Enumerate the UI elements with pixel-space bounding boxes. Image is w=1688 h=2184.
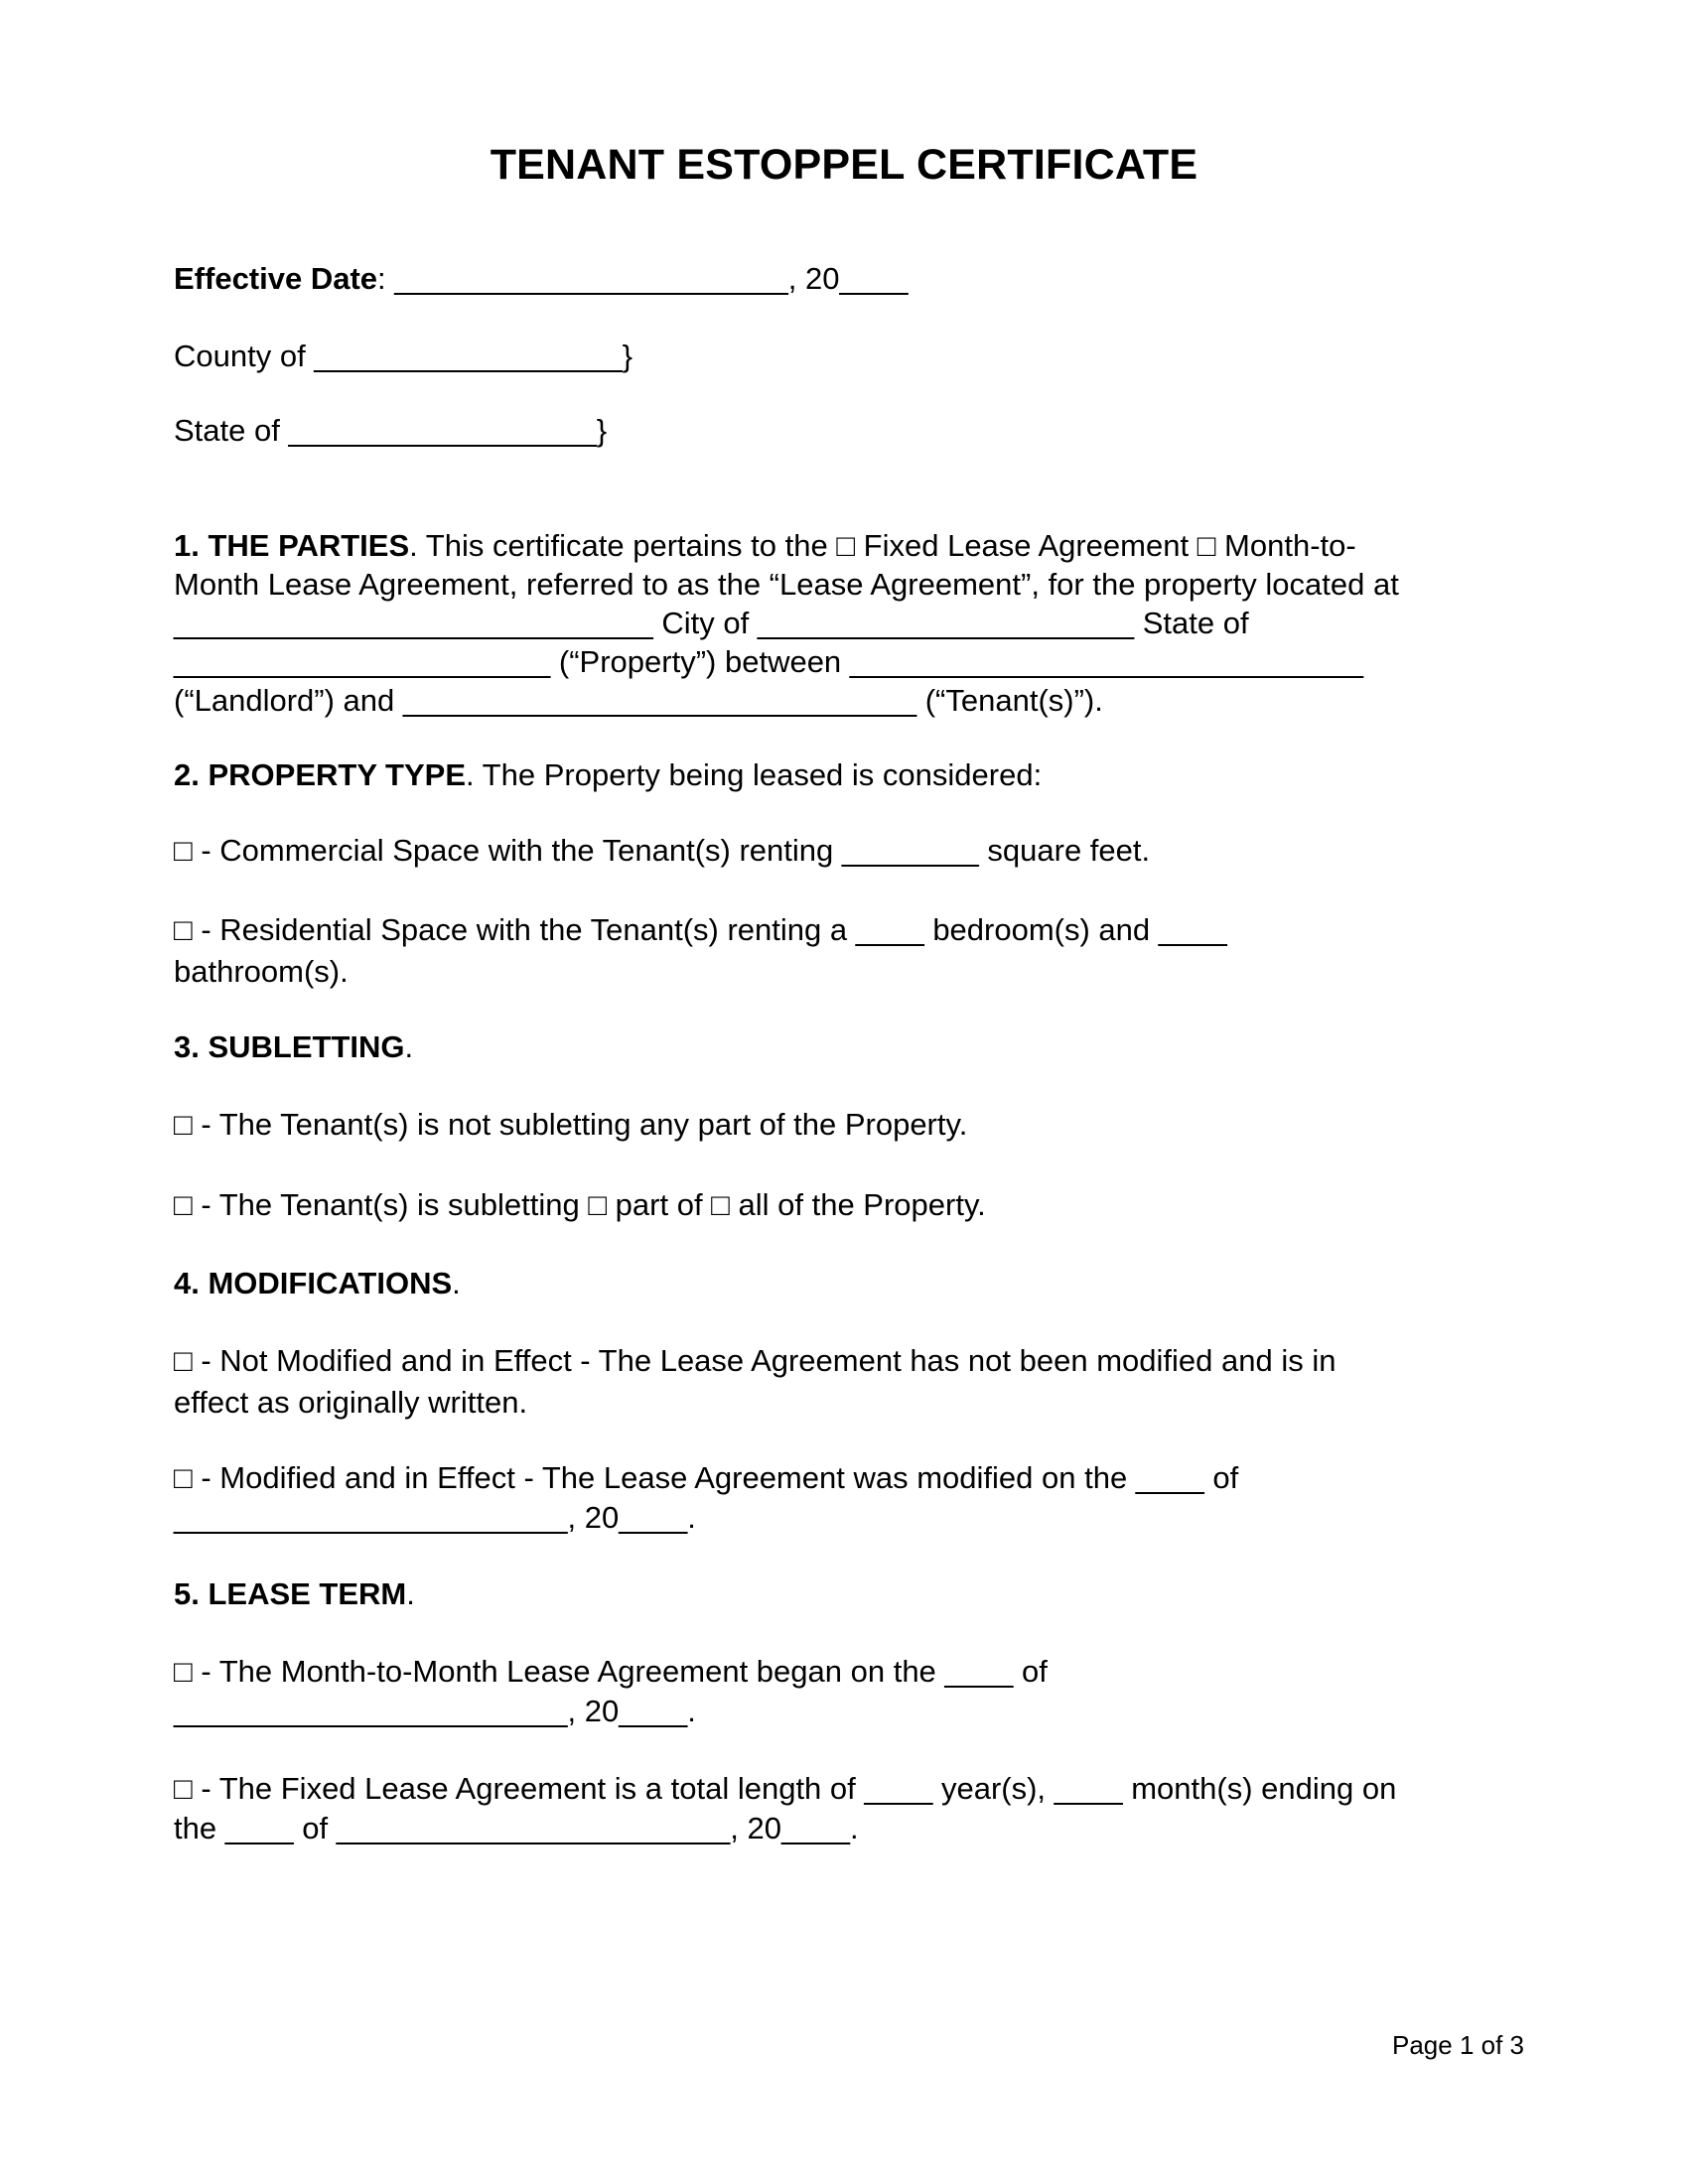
lease-term-heading: 5. LEASE TERM xyxy=(174,1576,407,1611)
subletting-option-2: □ - The Tenant(s) is subletting □ part of □ all of the Property. xyxy=(174,1187,986,1222)
modifications-heading-punct: . xyxy=(452,1266,461,1300)
subletting-heading-line xyxy=(174,1028,413,1065)
modified-option-line-1: □ - Modified and in Effect - The Lease Agreement was modified on the ____ of xyxy=(174,1460,1239,1495)
modifications-heading-line xyxy=(174,1265,461,1301)
not-modified-option-line-2: effect as originally written. xyxy=(174,1385,528,1420)
modifications-heading: 4. MODIFICATIONS xyxy=(174,1266,453,1300)
effective-date-line xyxy=(174,260,908,297)
residential-space-option-line-2: bathroom(s). xyxy=(174,954,349,989)
residential-space-option-line-1: □ - Residential Space with the Tenant(s) renting a ____ bedroom(s) and ____ xyxy=(174,912,1227,947)
lease-term-heading-line xyxy=(174,1575,415,1612)
property-type-intro: . The Property being leased is considered: xyxy=(466,757,1043,792)
parties-line-3: ____________________________ City of ______________________ State of xyxy=(174,606,1249,640)
property-type-line xyxy=(174,756,1042,793)
commercial-space-option: □ - Commercial Space with the Tenant(s) renting ________ square feet. xyxy=(174,833,1151,868)
property-type-heading: 2. PROPERTY TYPE xyxy=(174,757,467,792)
state-line: State of __________________} xyxy=(174,413,608,448)
month-to-month-option-line-1: □ - The Month-to-Month Lease Agreement began on the ____ of xyxy=(174,1654,1048,1689)
parties-heading: 1. THE PARTIES xyxy=(174,528,410,563)
parties-line-2: Month Lease Agreement, referred to as the “Lease Agreement”, for the property located at xyxy=(174,567,1399,602)
fixed-lease-option-line-1: □ - The Fixed Lease Agreement is a total length of ____ year(s), ____ month(s) ending on xyxy=(174,1771,1397,1806)
fixed-lease-option-line-2: the ____ of _______________________, 20____. xyxy=(174,1811,859,1845)
subletting-option-1: □ - The Tenant(s) is not subletting any part of the Property. xyxy=(174,1107,968,1142)
subletting-heading: 3. SUBLETTING xyxy=(174,1029,405,1064)
not-modified-option-line-1: □ - Not Modified and in Effect - The Lease Agreement has not been modified and is in xyxy=(174,1343,1336,1378)
county-line: County of __________________} xyxy=(174,339,633,373)
parties-line-5: (“Landlord”) and ______________________________ (“Tenant(s)”). xyxy=(174,683,1103,718)
parties-text-1: . This certificate pertains to the □ Fixed Lease Agreement □ Month-to- xyxy=(409,528,1356,563)
document-title: TENANT ESTOPPEL CERTIFICATE xyxy=(490,141,1198,189)
effective-date-label: Effective Date xyxy=(174,261,378,296)
parties-line-4: ______________________ (“Property”) between ______________________________ xyxy=(174,644,1364,679)
page-number: Page 1 of 3 xyxy=(1392,2030,1524,2060)
month-to-month-option-line-2: _______________________, 20____. xyxy=(174,1694,696,1728)
subletting-heading-punct: . xyxy=(404,1029,414,1064)
lease-term-heading-punct: . xyxy=(406,1576,415,1611)
parties-line-1 xyxy=(174,527,1356,564)
modified-option-line-2: _______________________, 20____. xyxy=(174,1500,696,1535)
effective-date-blank: : _______________________, 20____ xyxy=(377,261,909,296)
